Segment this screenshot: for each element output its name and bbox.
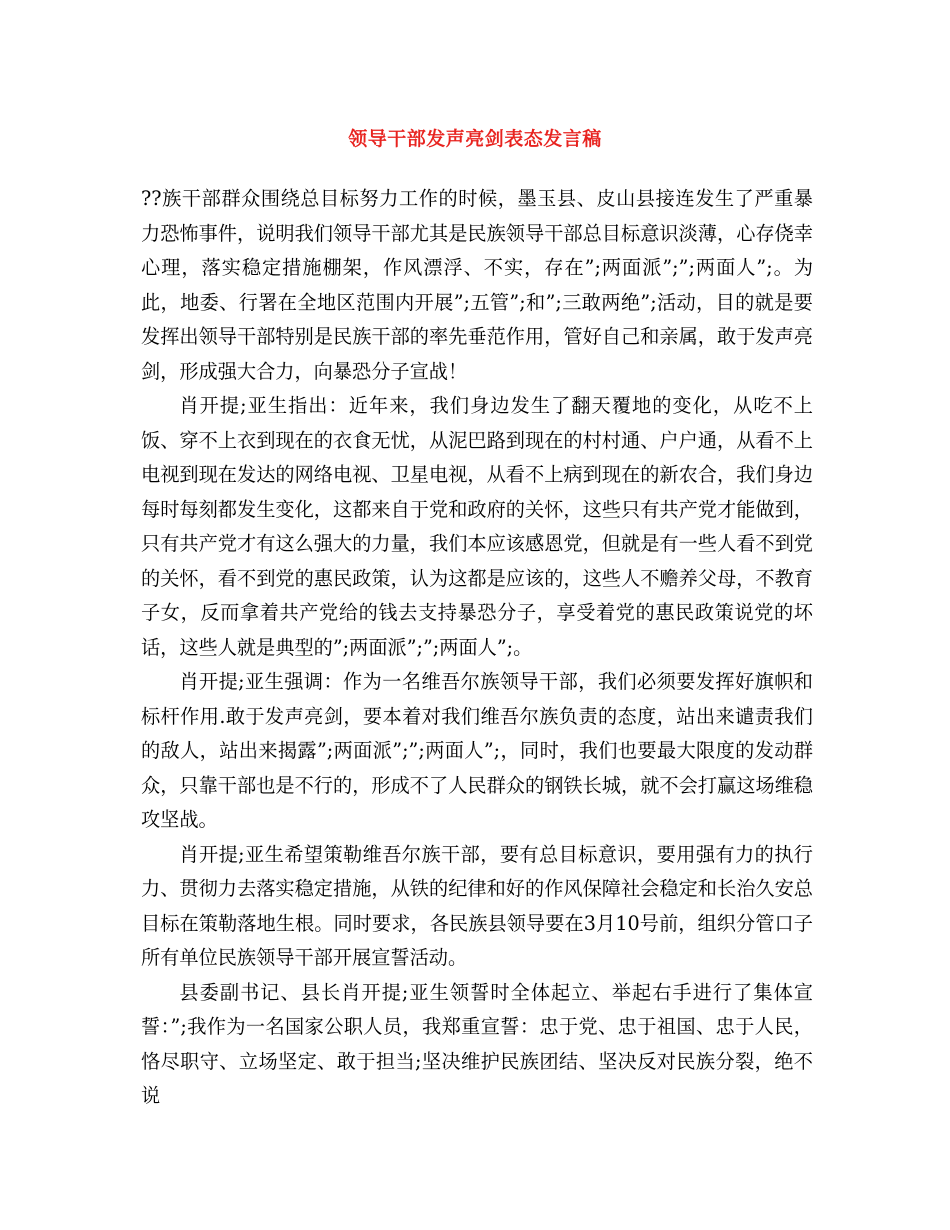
paragraph-5: 县委副书记、县长肖开提;亚生领誓时全体起立、举起右手进行了集体宣誓：”;我作为一名国家公职人员，我郑重宣誓：忠于党、忠于祖国、忠于人民，恪尽职守、立场坚定、敢于担当;坚决维护民族团结、坚决反对民族分裂，绝不说 <box>141 980 813 1107</box>
paragraph-2: 肖开提;亚生指出：近年来，我们身边发生了翻天覆地的变化，从吃不上饭、穿不上衣到现在的衣食无忧，从泥巴路到现在的村村通、户户通，从看不上电视到现在发达的网络电视、卫星电视，从看不上病到现在的新农合，我们身边每时每刻都发生变化，这都来自于党和政府的关怀，这些只有共产党才能做到，只有共产党才有这么强大的力量，我们本应该感恩党，但就是有一些人看不到党的关怀，看不到党的惠民政策，认为这都是应该的，这些人不赡养父母，不教育子女，反而拿着共产党给的钱去支持暴恐分子，享受着党的惠民政策说党的坏话，这些人就是典型的”;两面派”;”;两面人”;。 <box>141 394 813 659</box>
document-body <box>141 182 813 1114</box>
paragraph-3: 肖开提;亚生强调：作为一名维吾尔族领导干部，我们必须要发挥好旗帜和标杆作用.敢于发声亮剑，要本着对我们维吾尔族负责的态度，站出来谴责我们的敌人，站出来揭露”;两面派”;”;两面人”;，同时，我们也要最大限度的发动群众，只靠干部也是不行的，形成不了人民群众的钢铁长城，就不会打赢这场维稳攻坚战。 <box>141 670 813 831</box>
paragraph-4: 肖开提;亚生希望策勒维吾尔族干部，要有总目标意识，要用强有力的执行力、贯彻力去落实稳定措施，从铁的纪律和好的作风保障社会稳定和长治久安总目标在策勒落地生根。同时要求，各民族县领导要在3月10号前，组织分管口子所有单位民族领导干部开展宣誓活动。 <box>141 842 813 969</box>
paragraph-1: ??族干部群众围绕总目标努力工作的时候，墨玉县、皮山县接连发生了严重暴力恐怖事件，说明我们领导干部尤其是民族领导干部总目标意识淡薄，心存侥幸心理，落实稳定措施棚架，作风漂浮、不实，存在”;两面派”;”;两面人”;。为此，地委、行署在全地区范围内开展”;五管”;和”;三敢两绝”;活动，目的就是要发挥出领导干部特别是民族干部的率先垂范作用，管好自己和亲属，敢于发声亮剑，形成强大合力，向暴恐分子宣战！ <box>141 187 813 383</box>
document-title: 领导干部发声亮剑表态发言稿 <box>348 128 602 150</box>
